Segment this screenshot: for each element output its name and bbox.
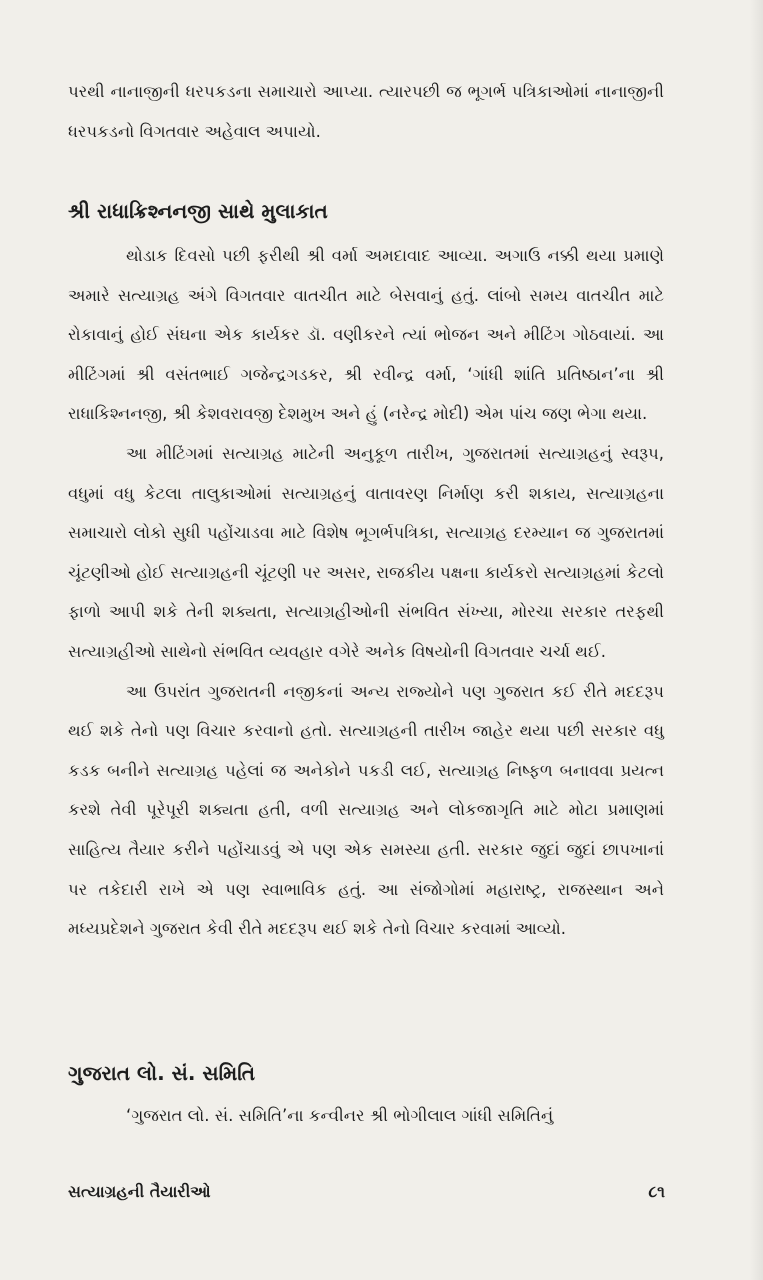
intro-block	[68, 72, 664, 151]
section-heading-meeting: શ્રી રાધાક્રિશ્નનજી સાથે મુલાકાત	[68, 199, 328, 223]
body-paragraph: આ ઉપરાંત ગુજરાતની નજીકનાં અન્ય રાજ્યોને પણ ગુજરાત કઈ રીતે મદદરૂપ થઈ શકે તેનો પણ વિચાર કરવાનો હતો. સત્યાગ્રહની તારીખ જાહેર થયા પછી સરકાર વધુ કડક બનીને સત્યાગ્રહ પહેલાં જ અનેકોને પકડી લઈ, સત્યાગ્રહ નિષ્ફળ બનાવવા પ્રયત્ન કરશે તેવી પૂરેપૂરી શક્યતા હતી, વળી સત્યાગ્રહ અને લોકજાગૃતિ માટે મોટા પ્રમાણમાં સાહિત્ય તૈયાર કરીને પહોંચાડવું એ પણ એક સમસ્યા હતી. સરકાર જુદાં જુદાં છાપખાનાં પર તકેદારી રાખે એ પણ સ્વાભાવિક હતું. આ સંજોગોમાં મહારાષ્ટ્ર, રાજસ્થાન અને મધ્યપ્રદેશને ગુજરાત કેવી રીતે મદદરૂપ થઈ શકે તેનો વિચાર કરવામાં આવ્યો.	[68, 681, 664, 939]
page-number: ૮૧	[648, 1182, 665, 1201]
running-title: સત્યાગ્રહની તૈયારીઓ	[68, 1182, 211, 1201]
page-edge-shadow	[749, 0, 763, 1280]
body-paragraph: થોડાક દિવસો પછી ફરીથી શ્રી વર્મા અમદાવાદ આવ્યા. અગાઉ નક્કી થયા પ્રમાણે અમારે સત્યાગ્રહ અંગે વિગતવાર વાતચીત માટે બેસવાનું હતું. લાંબો સમય વાતચીત માટે રોકાવાનું હોઈ સંઘના એક કાર્યકર ડૉ. વણીકરને ત્યાં ભોજન અને મીટિંગ ગોઠવાયાં. આ મીટિંગમાં શ્રી વસંતભાઈ ગજેન્દ્રગડકર, શ્રી રવીન્દ્ર વર્મા, ‘ગાંધી શાંતિ પ્રતિષ્ઠાન’ના શ્રી રાધાકિશ્નનજી, શ્રી કેશવરાવજી દેશમુખ અને હું (નરેન્દ્ર મોદી) એમ પાંચ જણ ભેગા થયા.	[68, 246, 664, 424]
intro-paragraph: પરથી નાનાજીની ધરપકડના સમાચારો આપ્યા. ત્યારપછી જ ભૂગર્ભ પત્રિકાઓમાં નાનાજીની ધરપકડનો વિગતવાર અહેવાલ અપાયો.	[68, 82, 664, 141]
section1-body	[68, 236, 664, 949]
body-paragraph: ‘ગુજરાત લો. સં. સમિતિ’ના કન્વીનર શ્રી ભોગીલાલ ગાંધી સમિતિનું	[126, 1106, 554, 1125]
body-paragraph: આ મીટિંગમાં સત્યાગ્રહ માટેની અનુકૂળ તારીખ, ગુજરાતમાં સત્યાગ્રહનું સ્વરૂપ, વધુમાં વધુ કેટલા તાલુકાઓમાં સત્યાગ્રહનું વાતાવરણ નિર્માણ કરી શકાય, સત્યાગ્રહના સમાચારો લોકો સુધી પહોંચાડવા માટે વિશેષ ભૂગર્ભપત્રિકા, સત્યાગ્રહ દરમ્યાન જ ગુજરાતમાં ચૂંટણીઓ હોઈ સત્યાગ્રહની ચૂંટણી પર અસર, રાજકીય પક્ષના કાર્યકરો સત્યાગ્રહમાં કેટલો ફાળો આપી શકે તેની શક્યતા, સત્યાગ્રહીઓની સંભવિત સંખ્યા, મોરચા સરકાર તરફથી સત્યાગ્રહીઓ સાથેનો સંભવિત વ્યવહાર વગેરે અનેક વિષયોની વિગતવાર ચર્ચા થઈ.	[68, 443, 664, 661]
section2-body	[68, 1096, 664, 1136]
section-heading-committee: ગુજરાત લો. સં. સમિતિ	[68, 1061, 256, 1085]
